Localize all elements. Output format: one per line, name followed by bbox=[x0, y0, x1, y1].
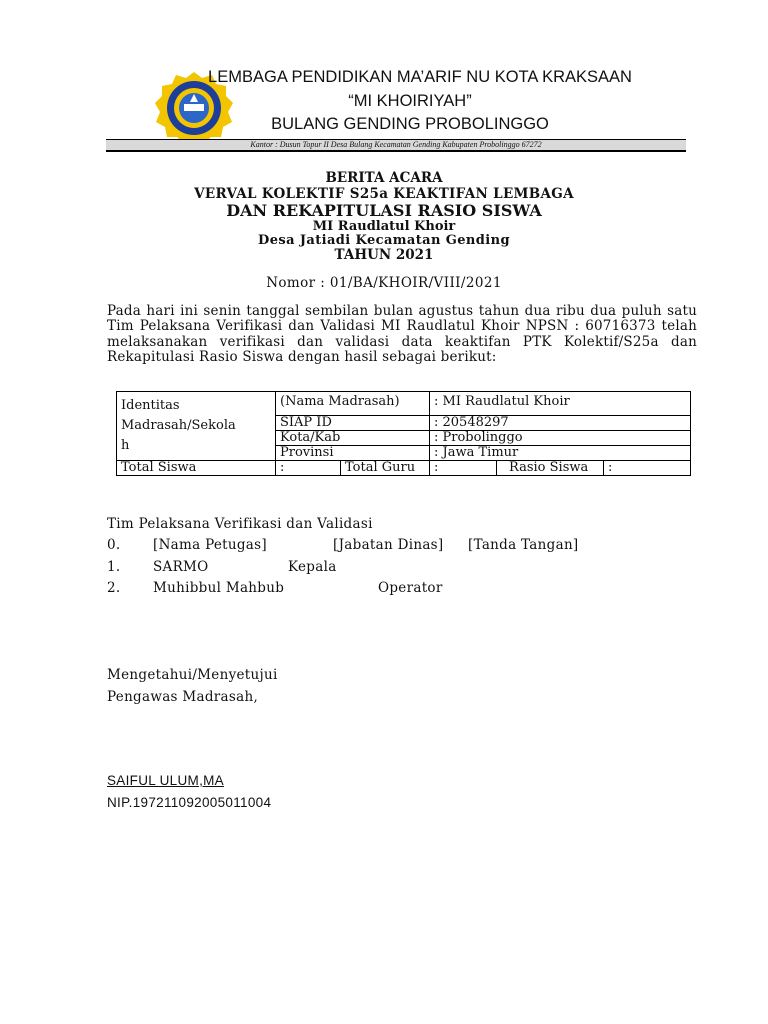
list-item bbox=[107, 559, 667, 577]
total-siswa-label: Total Siswa bbox=[117, 461, 276, 476]
table-row-value: : MI Raudlatul Khoir bbox=[430, 392, 691, 416]
village-title: Desa Jatiadi Kecamatan Gending bbox=[258, 233, 510, 248]
school-title: MI Raudlatul Khoir bbox=[312, 219, 456, 234]
list-item bbox=[107, 580, 667, 598]
team-header-sign: [Tanda Tangan] bbox=[468, 537, 579, 553]
team-header-row bbox=[107, 537, 667, 555]
rasio-siswa-label: Rasio Siswa bbox=[497, 461, 604, 476]
identity-label-1: Identitas bbox=[121, 398, 180, 413]
table-row-value: : Probolinggo bbox=[430, 431, 691, 446]
document-number: Nomor : 01/BA/KHOIR/VIII/2021 bbox=[266, 275, 502, 291]
identity-label-cell bbox=[117, 392, 276, 461]
approval-line-1: Mengetahui/Menyetujui bbox=[107, 667, 278, 683]
signatory-name: SAIFUL ULUM,MA bbox=[107, 773, 224, 788]
table-row-label: Provinsi bbox=[276, 446, 430, 461]
address-bar: Kantor : Dusun Topur II Desa Bulang Kecamatan Gending Kabupaten Probolinggo 67272 bbox=[106, 139, 686, 152]
team-title: Tim Pelaksana Verifikasi dan Validasi bbox=[107, 516, 373, 532]
org-name-line: LEMBAGA PENDIDIKAN MA’ARIF NU KOTA KRAKSAAN bbox=[208, 68, 632, 86]
total-guru-value: : bbox=[430, 461, 497, 476]
member-no: 1. bbox=[107, 559, 121, 575]
member-role: Kepala bbox=[288, 559, 337, 575]
approval-line-2: Pengawas Madrasah, bbox=[107, 689, 259, 705]
member-name: Muhibbul Mahbub bbox=[153, 580, 285, 596]
member-role: Operator bbox=[378, 580, 443, 596]
identity-label-3: h bbox=[121, 438, 130, 453]
team-header-role: [Jabatan Dinas] bbox=[333, 537, 444, 553]
member-name: SARMO bbox=[153, 559, 209, 575]
team-header-name: [Nama Petugas] bbox=[153, 537, 267, 553]
rasio-siswa-value: : bbox=[604, 461, 691, 476]
doc-subtitle: VERVAL KOLEKTIF S25a KEAKTIFAN LEMBAGA bbox=[194, 186, 574, 202]
school-location-line: BULANG GENDING PROBOLINGGO bbox=[271, 115, 549, 133]
table-row-label: Kota/Kab bbox=[276, 431, 430, 446]
team-header-no: 0. bbox=[107, 537, 121, 553]
member-no: 2. bbox=[107, 580, 121, 596]
doc-title: BERITA ACARA bbox=[325, 170, 443, 186]
identity-table bbox=[116, 391, 691, 476]
table-row-value: : 20548297 bbox=[430, 416, 691, 431]
table-row-label: (Nama Madrasah) bbox=[276, 392, 430, 416]
school-name-line: “MI KHOIRIYAH” bbox=[348, 92, 472, 110]
total-guru-label: Total Guru bbox=[341, 461, 430, 476]
year-title: TAHUN 2021 bbox=[334, 247, 434, 263]
identity-label-2: Madrasah/Sekola bbox=[121, 418, 236, 433]
total-siswa-value: : bbox=[276, 461, 341, 476]
signatory-nip: NIP.197211092005011004 bbox=[107, 795, 272, 810]
intro-paragraph: Pada hari ini senin tanggal sembilan bulan agustus tahun dua ribu dua puluh satu Tim Pelaksana Verifikasi dan Validasi MI Raudlatul Khoir NPSN : 60716373 telah melaksanakan verifikasi dan validasi data keaktifan PTK Kolektif/S25a dan Rekapitulasi Rasio Siswa dengan hasil sebagai berikut: bbox=[107, 303, 697, 365]
table-row-value: : Jawa Timur bbox=[430, 446, 691, 461]
doc-subtitle-2: DAN REKAPITULASI RASIO SISWA bbox=[226, 201, 542, 220]
table-row-label: SIAP ID bbox=[276, 416, 430, 431]
